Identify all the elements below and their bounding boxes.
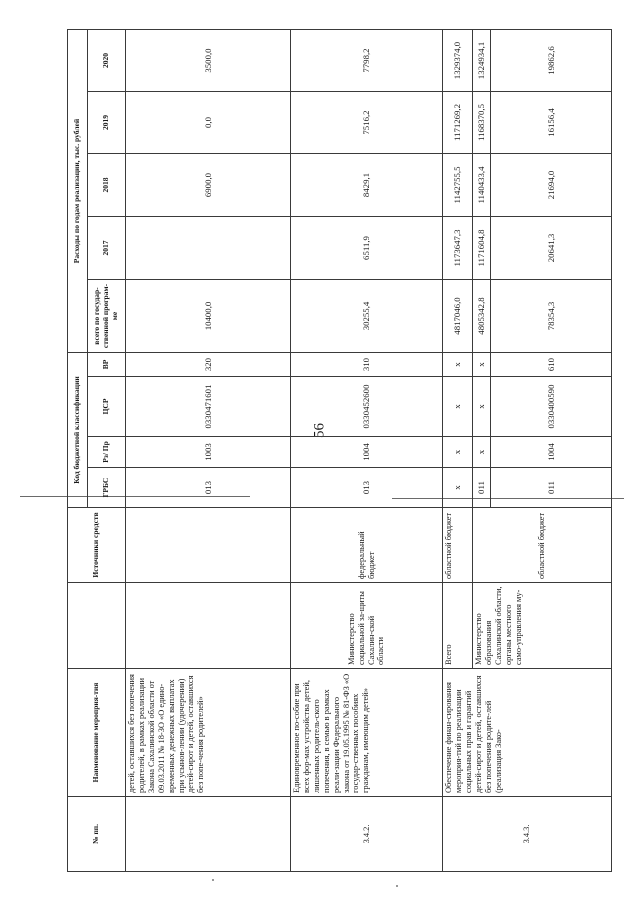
row-number: 3.4.2.: [291, 797, 443, 872]
row-rzpr: 1003: [126, 437, 291, 468]
row-number: [126, 797, 291, 872]
row-2017: 1173647,3: [443, 217, 473, 280]
header-expenses-group: Расходы по годам реализации, тыс. рублей: [68, 30, 88, 353]
scan-speck: [212, 879, 214, 881]
header-csr: ЦСР: [88, 377, 126, 437]
row-2019: 7516,2: [291, 92, 443, 154]
header-grbs: ГРБС: [88, 468, 126, 508]
header-number: № пп.: [68, 797, 126, 872]
row-2019: 0,0: [126, 92, 291, 154]
row-grbs: 013: [291, 468, 443, 508]
header-rzpr: Рз/ Пр: [88, 437, 126, 468]
row-rzpr: х: [473, 437, 491, 468]
row-executor: Министерство социальной за-щиты Сахалин-ской области: [291, 583, 443, 669]
row-grbs: х: [443, 468, 473, 508]
row-source: федеральный бюджет: [291, 508, 443, 583]
row-2018: 6900,0: [126, 154, 291, 217]
row-vr: 320: [126, 353, 291, 377]
row-source: областной бюджет: [443, 508, 473, 583]
header-row-groups: [68, 30, 88, 872]
row-csr: 0330471601: [126, 377, 291, 437]
table-row: [126, 30, 291, 872]
row-total: 4805342,8: [473, 280, 491, 353]
row-grbs: 011: [491, 468, 612, 508]
row-source: [126, 508, 291, 583]
row-total: 78354,3: [491, 280, 612, 353]
header-total: всего по государ-ственной програм-ме: [88, 280, 126, 353]
scan-speck: [396, 885, 398, 887]
row-vr: 310: [291, 353, 443, 377]
row-vr: х: [443, 353, 473, 377]
header-source: Источники средств: [68, 508, 126, 583]
row-2019: 1171269,2: [443, 92, 473, 154]
row-executor: Министерство образования Сахалинской области, органы местного само-управления му-: [473, 583, 612, 669]
row-name: Обеспечение финан-сирования мероприя-тий по реализации социальных прав и гарантий детей-сирот и детей, оставшихся без попечения родите-лей (реализация Зако-: [443, 669, 612, 797]
row-2018: 8429,1: [291, 154, 443, 217]
row-2020: 7798,2: [291, 30, 443, 92]
header-year-2020: 2020: [88, 30, 126, 92]
row-2018: 21694,0: [491, 154, 612, 217]
row-2018: 1142755,5: [443, 154, 473, 217]
row-vr: 610: [491, 353, 612, 377]
budget-table: [67, 29, 612, 872]
row-vr: х: [473, 353, 491, 377]
row-total: 30255,4: [291, 280, 443, 353]
header-name: Наименование мероприя-тия: [68, 669, 126, 797]
row-total: 10400,0: [126, 280, 291, 353]
row-grbs: 013: [126, 468, 291, 508]
row-csr: 0330400590: [491, 377, 612, 437]
row-rzpr: 1004: [291, 437, 443, 468]
rotated-table-block: [67, 30, 612, 872]
row-2017: [126, 217, 291, 280]
page-number: 56: [311, 423, 328, 438]
row-2020: 3500,0: [126, 30, 291, 92]
row-rzpr: х: [443, 437, 473, 468]
header-year-2017: 2017: [88, 217, 126, 280]
row-csr: х: [473, 377, 491, 437]
row-name: Единовременное по-собие при всех фор-мах устройства детей, лишенных родитель-ского попечения, в семью в рамках реали-зации Федерального закона от 19.05.1995 № 81-ФЗ «О государ-ственных пособиях гражданам, имеющим детей»: [291, 669, 443, 797]
row-number: 3.4.3.: [443, 797, 612, 872]
header-year-2019: 2019: [88, 92, 126, 154]
row-2020: 19862,6: [491, 30, 612, 92]
row-2017: 20641,3: [491, 217, 612, 280]
row-total: 4817046,0: [443, 280, 473, 353]
row-csr: 0330452600: [291, 377, 443, 437]
table-row: [291, 30, 443, 872]
row-2020: 1329374,0: [443, 30, 473, 92]
row-2017: 1171604,8: [473, 217, 491, 280]
row-name: детей, оставшихся без попечения родителей, в рамках реализации Закона Сахалинской области от 09.03.2011 № 18-ЗО «О едино-временных денежных выплатах при усынов-лении (удочерении) детей-сирот и детей, оставшихся без попе-чения родителей»: [126, 669, 291, 797]
row-2020: 1324934,1: [473, 30, 491, 92]
header-budget-code-group: Код бюджетной классификации: [68, 353, 88, 508]
row-executor: [126, 583, 291, 669]
row-2018: 1140433,4: [473, 154, 491, 217]
row-grbs: 011: [473, 468, 491, 508]
header-executor: [68, 583, 126, 669]
header-year-2018: 2018: [88, 154, 126, 217]
row-rzpr: 1004: [491, 437, 612, 468]
row-2017: 6511,9: [291, 217, 443, 280]
row-source: областной бюджет: [473, 508, 612, 583]
row-csr: х: [443, 377, 473, 437]
row-2019: 16156,4: [491, 92, 612, 154]
row-2019: 1168370,5: [473, 92, 491, 154]
header-vr: ВР: [88, 353, 126, 377]
table-row: [443, 30, 473, 872]
row-executor: Всего: [443, 583, 473, 669]
